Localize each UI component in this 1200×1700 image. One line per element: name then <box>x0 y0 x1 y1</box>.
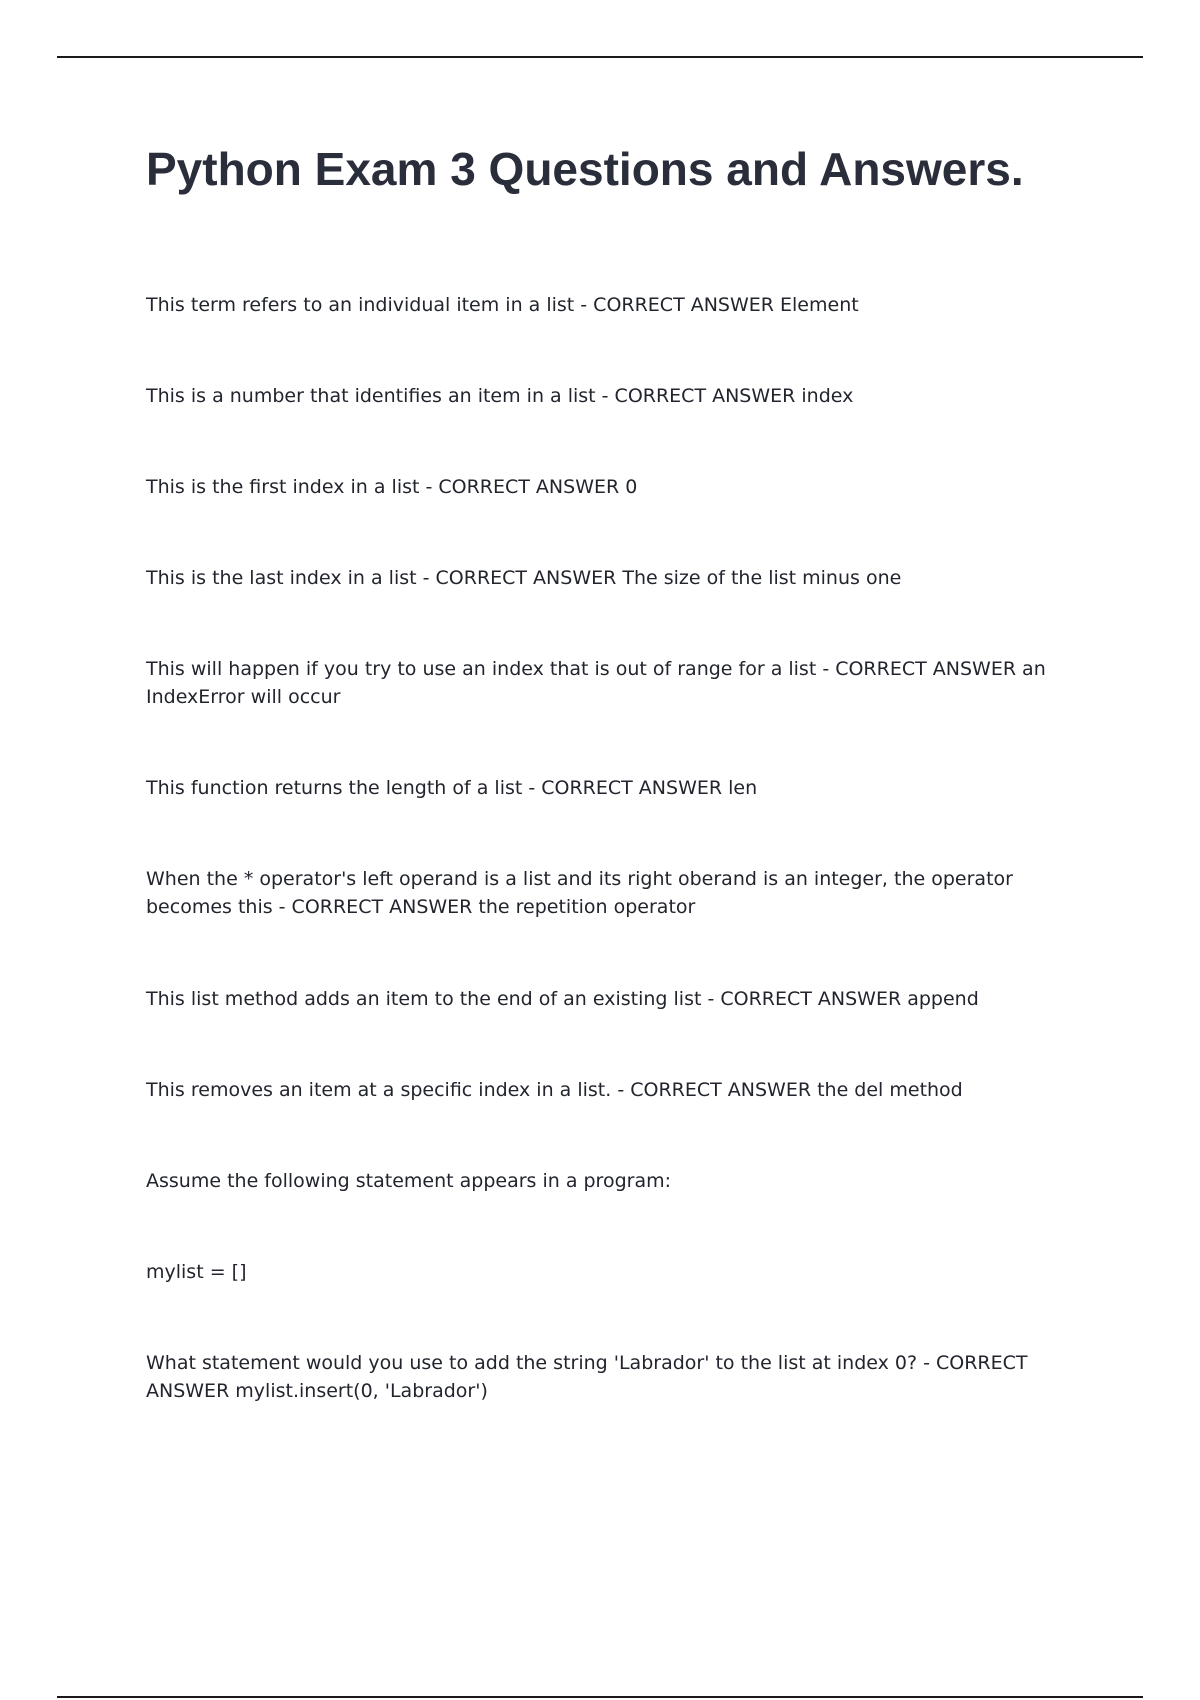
qa-item: This is the last index in a list - CORRECT ANSWER The size of the list minus one <box>146 567 902 589</box>
qa-item: This is the first index in a list - CORRECT ANSWER 0 <box>146 476 638 498</box>
qa-item: This removes an item at a specific index in a list. - CORRECT ANSWER the del method <box>146 1079 963 1101</box>
top-rule <box>57 56 1143 58</box>
bottom-rule <box>57 1696 1143 1698</box>
document-title: Python Exam 3 Questions and Answers. <box>146 143 1024 195</box>
qa-item: This list method adds an item to the end of an existing list - CORRECT ANSWER append <box>146 988 979 1010</box>
qa-item: This term refers to an individual item in a list - CORRECT ANSWER Element <box>146 294 859 316</box>
qa-item: This function returns the length of a list - CORRECT ANSWER len <box>146 777 758 799</box>
qa-item: When the * operator's left operand is a list and its right oberand is an integer, the operator becomes this - CORRECT ANSWER the repetition operator <box>146 868 1013 918</box>
qa-item: This will happen if you try to use an index that is out of range for a list - CORRECT ANSWER an IndexError will occur <box>146 658 1046 708</box>
qa-item: What statement would you use to add the string 'Labrador' to the list at index 0? - CORRECT ANSWER mylist.insert(0, 'Labrador') <box>146 1352 1028 1402</box>
code-statement: mylist = [] <box>146 1261 247 1283</box>
qa-item: Assume the following statement appears in a program: <box>146 1170 672 1192</box>
qa-item: This is a number that identifies an item in a list - CORRECT ANSWER index <box>146 385 854 407</box>
